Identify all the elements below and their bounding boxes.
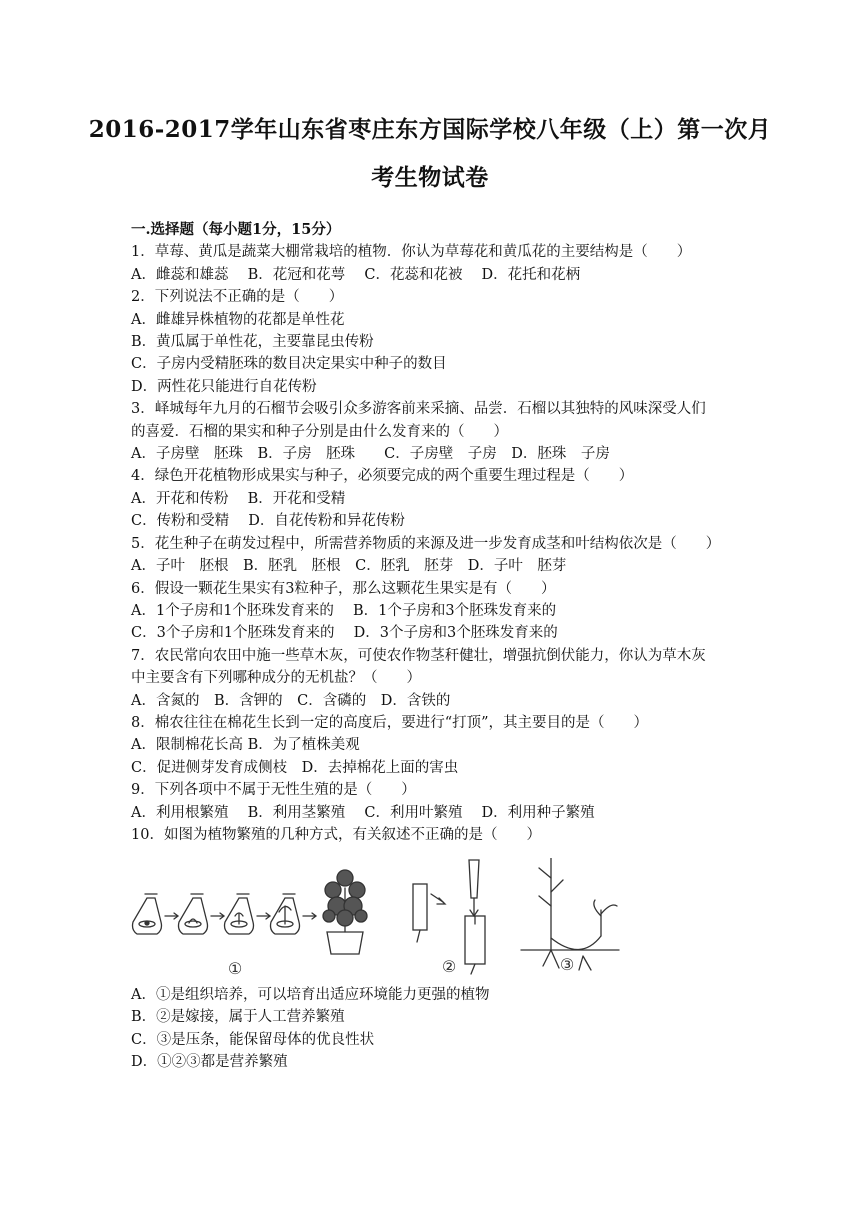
- flask-3-drawing: [225, 894, 254, 934]
- q4-stem: 4．绿色开花植物形成果实与种子，必须要完成的两个重要生理过程是（ ）: [131, 468, 634, 485]
- figure-label-3: ③: [559, 955, 575, 974]
- q6-options-cd: C．3个子房和1个胚珠发育来的 D．3个子房和3个胚珠发育来的: [131, 625, 558, 642]
- q2-option-b: B．黄瓜属于单性花，主要靠昆虫传粉: [131, 334, 374, 351]
- flask-1-drawing: [133, 894, 162, 934]
- section-heading: 一.选择题（每小题1分，15分）: [131, 221, 341, 238]
- q2-option-c: C．子房内受精胚珠的数目决定果实中种子的数目: [131, 356, 447, 373]
- q7-options: A．含氮的 B．含钾的 C．含磷的 D．含铁的: [131, 692, 451, 709]
- q6-options-ab: A．1个子房和1个胚珠发育来的 B．1个子房和3个胚珠发育来的: [131, 602, 557, 619]
- q10-option-a: A．①是组织培养，可以培育出适应环境能力更强的植物: [131, 987, 490, 1003]
- q3-stem-line-1: 3．峄城每年九月的石榴节会吸引众多游客前来采摘、品尝．石榴以其独特的风味深受人们: [131, 401, 706, 418]
- q10-options: [131, 984, 741, 1074]
- q10-option-d: D．①②③都是营养繁殖: [131, 1054, 288, 1071]
- q2-option-d: D．两性花只能进行自花传粉: [131, 378, 317, 395]
- q5-stem: 5．花生种子在萌发过程中，所需营养物质的来源及进一步发育成茎和叶结构依次是（ ）: [131, 535, 721, 552]
- q9-stem: 9．下列各项中不属于无性生殖的是（ ）: [131, 782, 416, 799]
- q6-stem: 6．假设一颗花生果实有3粒种子，那么这颗花生果实是有（ ）: [131, 580, 556, 597]
- q8-options-cd: C．促进侧芽发育成侧枝 D．去掉棉花上面的害虫: [131, 759, 459, 776]
- q4-options-ab: A．开花和传粉 B．开花和受精: [131, 490, 346, 507]
- figure-label-1: ①: [227, 959, 243, 978]
- q10-stem: 10．如图为植物繁殖的几种方式，有关叙述不正确的是（ ）: [131, 826, 541, 843]
- flask-2-drawing: [179, 894, 208, 934]
- q10-option-c: C．③是压条，能保留母体的优良性状: [131, 1031, 375, 1048]
- propagation-figure: [131, 858, 621, 980]
- q4-options-cd: C．传粉和受精 D．自花传粉和异花传粉: [131, 513, 405, 530]
- q9-options: A．利用根繁殖 B．利用茎繁殖 C．利用叶繁殖 D．利用种子繁殖: [131, 804, 595, 821]
- q10-option-b: B．②是嫁接，属于人工营养繁殖: [131, 1009, 345, 1026]
- exam-title-line-1: 2016-2017学年山东省枣庄东方国际学校八年级（上）第一次月: [88, 116, 772, 143]
- q1-stem: 1．草莓、黄瓜是蔬菜大棚常栽培的植物．你认为草莓花和黄瓜花的主要结构是（ ）: [131, 244, 692, 261]
- flask-4-drawing: [271, 894, 300, 934]
- q7-stem-line-1: 7．农民常向农田中施一些草木灰，可使农作物茎秆健壮，增强抗倒伏能力，你认为草木灰: [131, 647, 706, 664]
- figure-label-2: ②: [441, 957, 457, 976]
- potted-plant-drawing: [323, 870, 367, 954]
- q8-options-ab: A．限制棉花长高 B．为了植株美观: [131, 737, 360, 754]
- propagation-figure-svg: [131, 858, 621, 980]
- q3-stem-line-2: 的喜爱．石榴的果实和种子分别是由什么发育来的（ ）: [131, 423, 508, 440]
- q5-options: A．子叶 胚根 B．胚乳 胚根 C．胚乳 胚芽 D．子叶 胚芽: [131, 558, 567, 575]
- q2-option-a: A．雌雄异株植物的花都是单性花: [131, 311, 345, 328]
- layering-drawing: [521, 858, 619, 970]
- question-list: [131, 219, 741, 846]
- q3-options: A．子房壁 胚珠 B．子房 胚珠 C．子房壁 子房 D．胚珠 子房: [131, 446, 610, 463]
- q8-stem: 8．棉农往往在棉花生长到一定的高度后，要进行“打顶”，其主要目的是（ ）: [131, 714, 649, 731]
- exam-title-line-2: 考生物试卷: [371, 164, 489, 191]
- q1-options: A．雌蕊和雄蕊 B．花冠和花萼 C．花蕊和花被 D．花托和花柄: [131, 266, 581, 283]
- q2-stem: 2．下列说法不正确的是（ ）: [131, 289, 344, 306]
- q7-stem-line-2: 中主要含有下列哪种成分的无机盐？（ ）: [131, 670, 421, 687]
